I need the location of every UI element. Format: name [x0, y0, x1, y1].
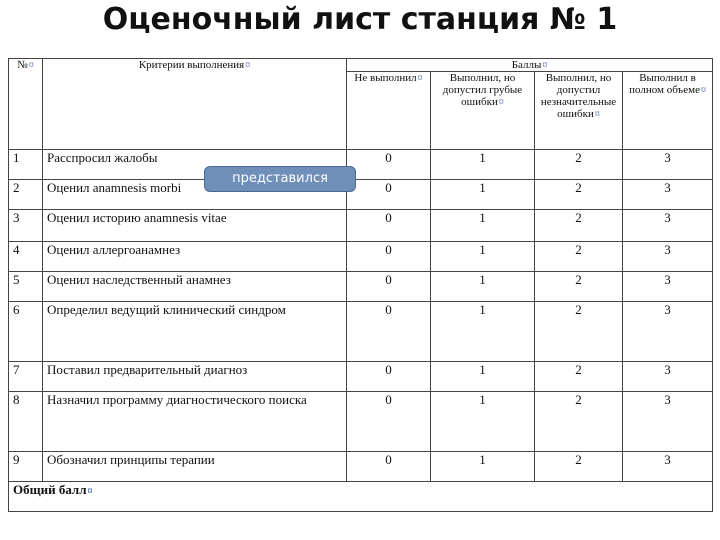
row-number: 1 [9, 150, 43, 180]
total-label: Общий балл¤ [9, 482, 713, 512]
total-row [9, 482, 713, 512]
score-cell-3: 3 [623, 392, 713, 452]
score-cell-1: 1 [431, 302, 535, 362]
score-cell-2: 2 [535, 180, 623, 210]
header-col-0: Не выполнил¤ [347, 72, 431, 150]
page-title: Оценочный лист станция № 1 [102, 2, 618, 37]
table-header-row [9, 59, 713, 72]
score-cell-2: 2 [535, 392, 623, 452]
table-row [9, 272, 713, 302]
score-cell-0: 0 [347, 180, 431, 210]
table-row [9, 392, 713, 452]
score-cell-0: 0 [347, 150, 431, 180]
row-criterion: Определил ведущий клинический синдром [43, 302, 347, 362]
score-cell-3: 3 [623, 362, 713, 392]
score-cell-1: 1 [431, 392, 535, 452]
header-col-2: Выполнил, но допустил незначительные ошибки¤ [535, 72, 623, 150]
score-cell-1: 1 [431, 272, 535, 302]
score-cell-0: 0 [347, 302, 431, 362]
score-cell-2: 2 [535, 210, 623, 242]
score-cell-3: 3 [623, 150, 713, 180]
tooltip: представился [204, 166, 356, 192]
header-col-3: Выполнил в полном объеме¤ [623, 72, 713, 150]
score-cell-3: 3 [623, 242, 713, 272]
score-cell-0: 0 [347, 392, 431, 452]
header-scores: Баллы¤ [347, 59, 713, 72]
header-criteria: Критерии выполнения¤ [43, 59, 347, 150]
table-row [9, 180, 713, 210]
score-cell-3: 3 [623, 210, 713, 242]
table-row [9, 242, 713, 272]
row-criterion: Назначил программу диагностического поиска [43, 392, 347, 452]
score-cell-2: 2 [535, 302, 623, 362]
score-cell-2: 2 [535, 452, 623, 482]
row-number: 4 [9, 242, 43, 272]
table-row [9, 150, 713, 180]
row-number: 2 [9, 180, 43, 210]
score-cell-3: 3 [623, 302, 713, 362]
table-row [9, 452, 713, 482]
row-number: 8 [9, 392, 43, 452]
score-table [8, 58, 713, 512]
score-cell-0: 0 [347, 452, 431, 482]
row-criterion: Расспросил жалобы [43, 150, 347, 180]
score-cell-3: 3 [623, 272, 713, 302]
row-criterion: Оценил anamnesis morbi [43, 180, 347, 210]
row-number: 5 [9, 272, 43, 302]
score-cell-2: 2 [535, 362, 623, 392]
row-criterion: Оценил наследственный анамнез [43, 272, 347, 302]
row-number: 9 [9, 452, 43, 482]
score-cell-2: 2 [535, 242, 623, 272]
row-criterion: Обозначил принципы терапии [43, 452, 347, 482]
score-cell-1: 1 [431, 150, 535, 180]
score-cell-0: 0 [347, 210, 431, 242]
header-num: №¤ [9, 59, 43, 150]
score-cell-3: 3 [623, 180, 713, 210]
header-col-1: Выполнил, но допустил грубые ошибки¤ [431, 72, 535, 150]
table-row [9, 210, 713, 242]
row-number: 7 [9, 362, 43, 392]
score-cell-1: 1 [431, 180, 535, 210]
score-cell-0: 0 [347, 272, 431, 302]
evaluation-sheet [8, 58, 712, 536]
row-criterion: Оценил аллергоанамнез [43, 242, 347, 272]
row-number: 6 [9, 302, 43, 362]
score-cell-1: 1 [431, 210, 535, 242]
row-criterion: Поставил предварительный диагноз [43, 362, 347, 392]
row-number: 3 [9, 210, 43, 242]
score-cell-3: 3 [623, 452, 713, 482]
score-cell-1: 1 [431, 452, 535, 482]
table-row [9, 362, 713, 392]
score-cell-0: 0 [347, 242, 431, 272]
table-row [9, 302, 713, 362]
score-cell-1: 1 [431, 242, 535, 272]
score-cell-1: 1 [431, 362, 535, 392]
score-cell-2: 2 [535, 272, 623, 302]
row-criterion: Оценил историю anamnesis vitae [43, 210, 347, 242]
score-cell-0: 0 [347, 362, 431, 392]
score-cell-2: 2 [535, 150, 623, 180]
